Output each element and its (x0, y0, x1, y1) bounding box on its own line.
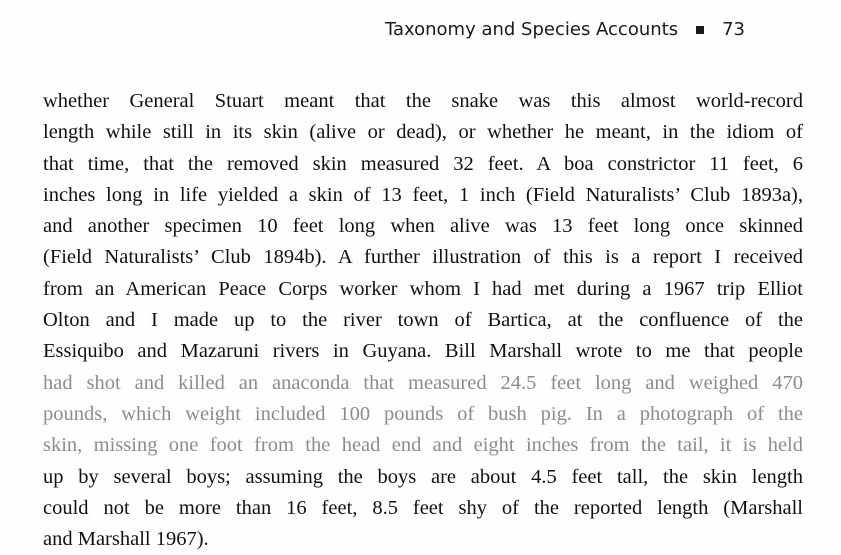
body-paragraph (43, 86, 803, 555)
text-line: inches long in life yielded a skin of 13 feet, 1 inch (Field Naturalists’ Club 1893a), (43, 183, 803, 206)
text-line: had shot and killed an anaconda that measured 24.5 feet long and weighed 470 (43, 371, 803, 394)
text-line: pounds, which weight included 100 pounds of bush pig. In a photograph of the (43, 402, 803, 425)
text-line: (Field Naturalists’ Club 1894b). A further illustration of this is a report I received (43, 246, 803, 269)
text-line: whether General Stuart meant that the snake was this almost world-record (43, 90, 803, 112)
page-number: 73 (722, 19, 745, 40)
text-line: could not be more than 16 feet, 8.5 feet shy of the reported length (Marshall (43, 496, 803, 519)
text-line: up by several boys; assuming the boys are about 4.5 feet tall, the skin length (43, 465, 803, 488)
text-line: Essiquibo and Mazaruni rivers in Guyana. Bill Marshall wrote to me that people (43, 340, 803, 363)
running-header (385, 19, 745, 40)
text-line: from an American Peace Corps worker whom I had met during a 1967 trip Elliot (43, 277, 803, 300)
square-bullet-icon (696, 26, 704, 34)
text-line: Olton and I made up to the river town of Bartica, at the confluence of the (43, 309, 803, 332)
text-line: and Marshall 1967). (43, 528, 209, 551)
text-line: skin, missing one foot from the head end and eight inches from the tail, it is held (43, 434, 803, 457)
text-line: that time, that the removed skin measured 32 feet. A boa constrictor 11 feet, 6 (43, 152, 803, 175)
text-line: length while still in its skin (alive or dead), or whether he meant, in the idiom of (43, 121, 803, 144)
text-line: and another specimen 10 feet long when alive was 13 feet long once skinned (43, 215, 803, 238)
chapter-title: Taxonomy and Species Accounts (384, 19, 679, 40)
